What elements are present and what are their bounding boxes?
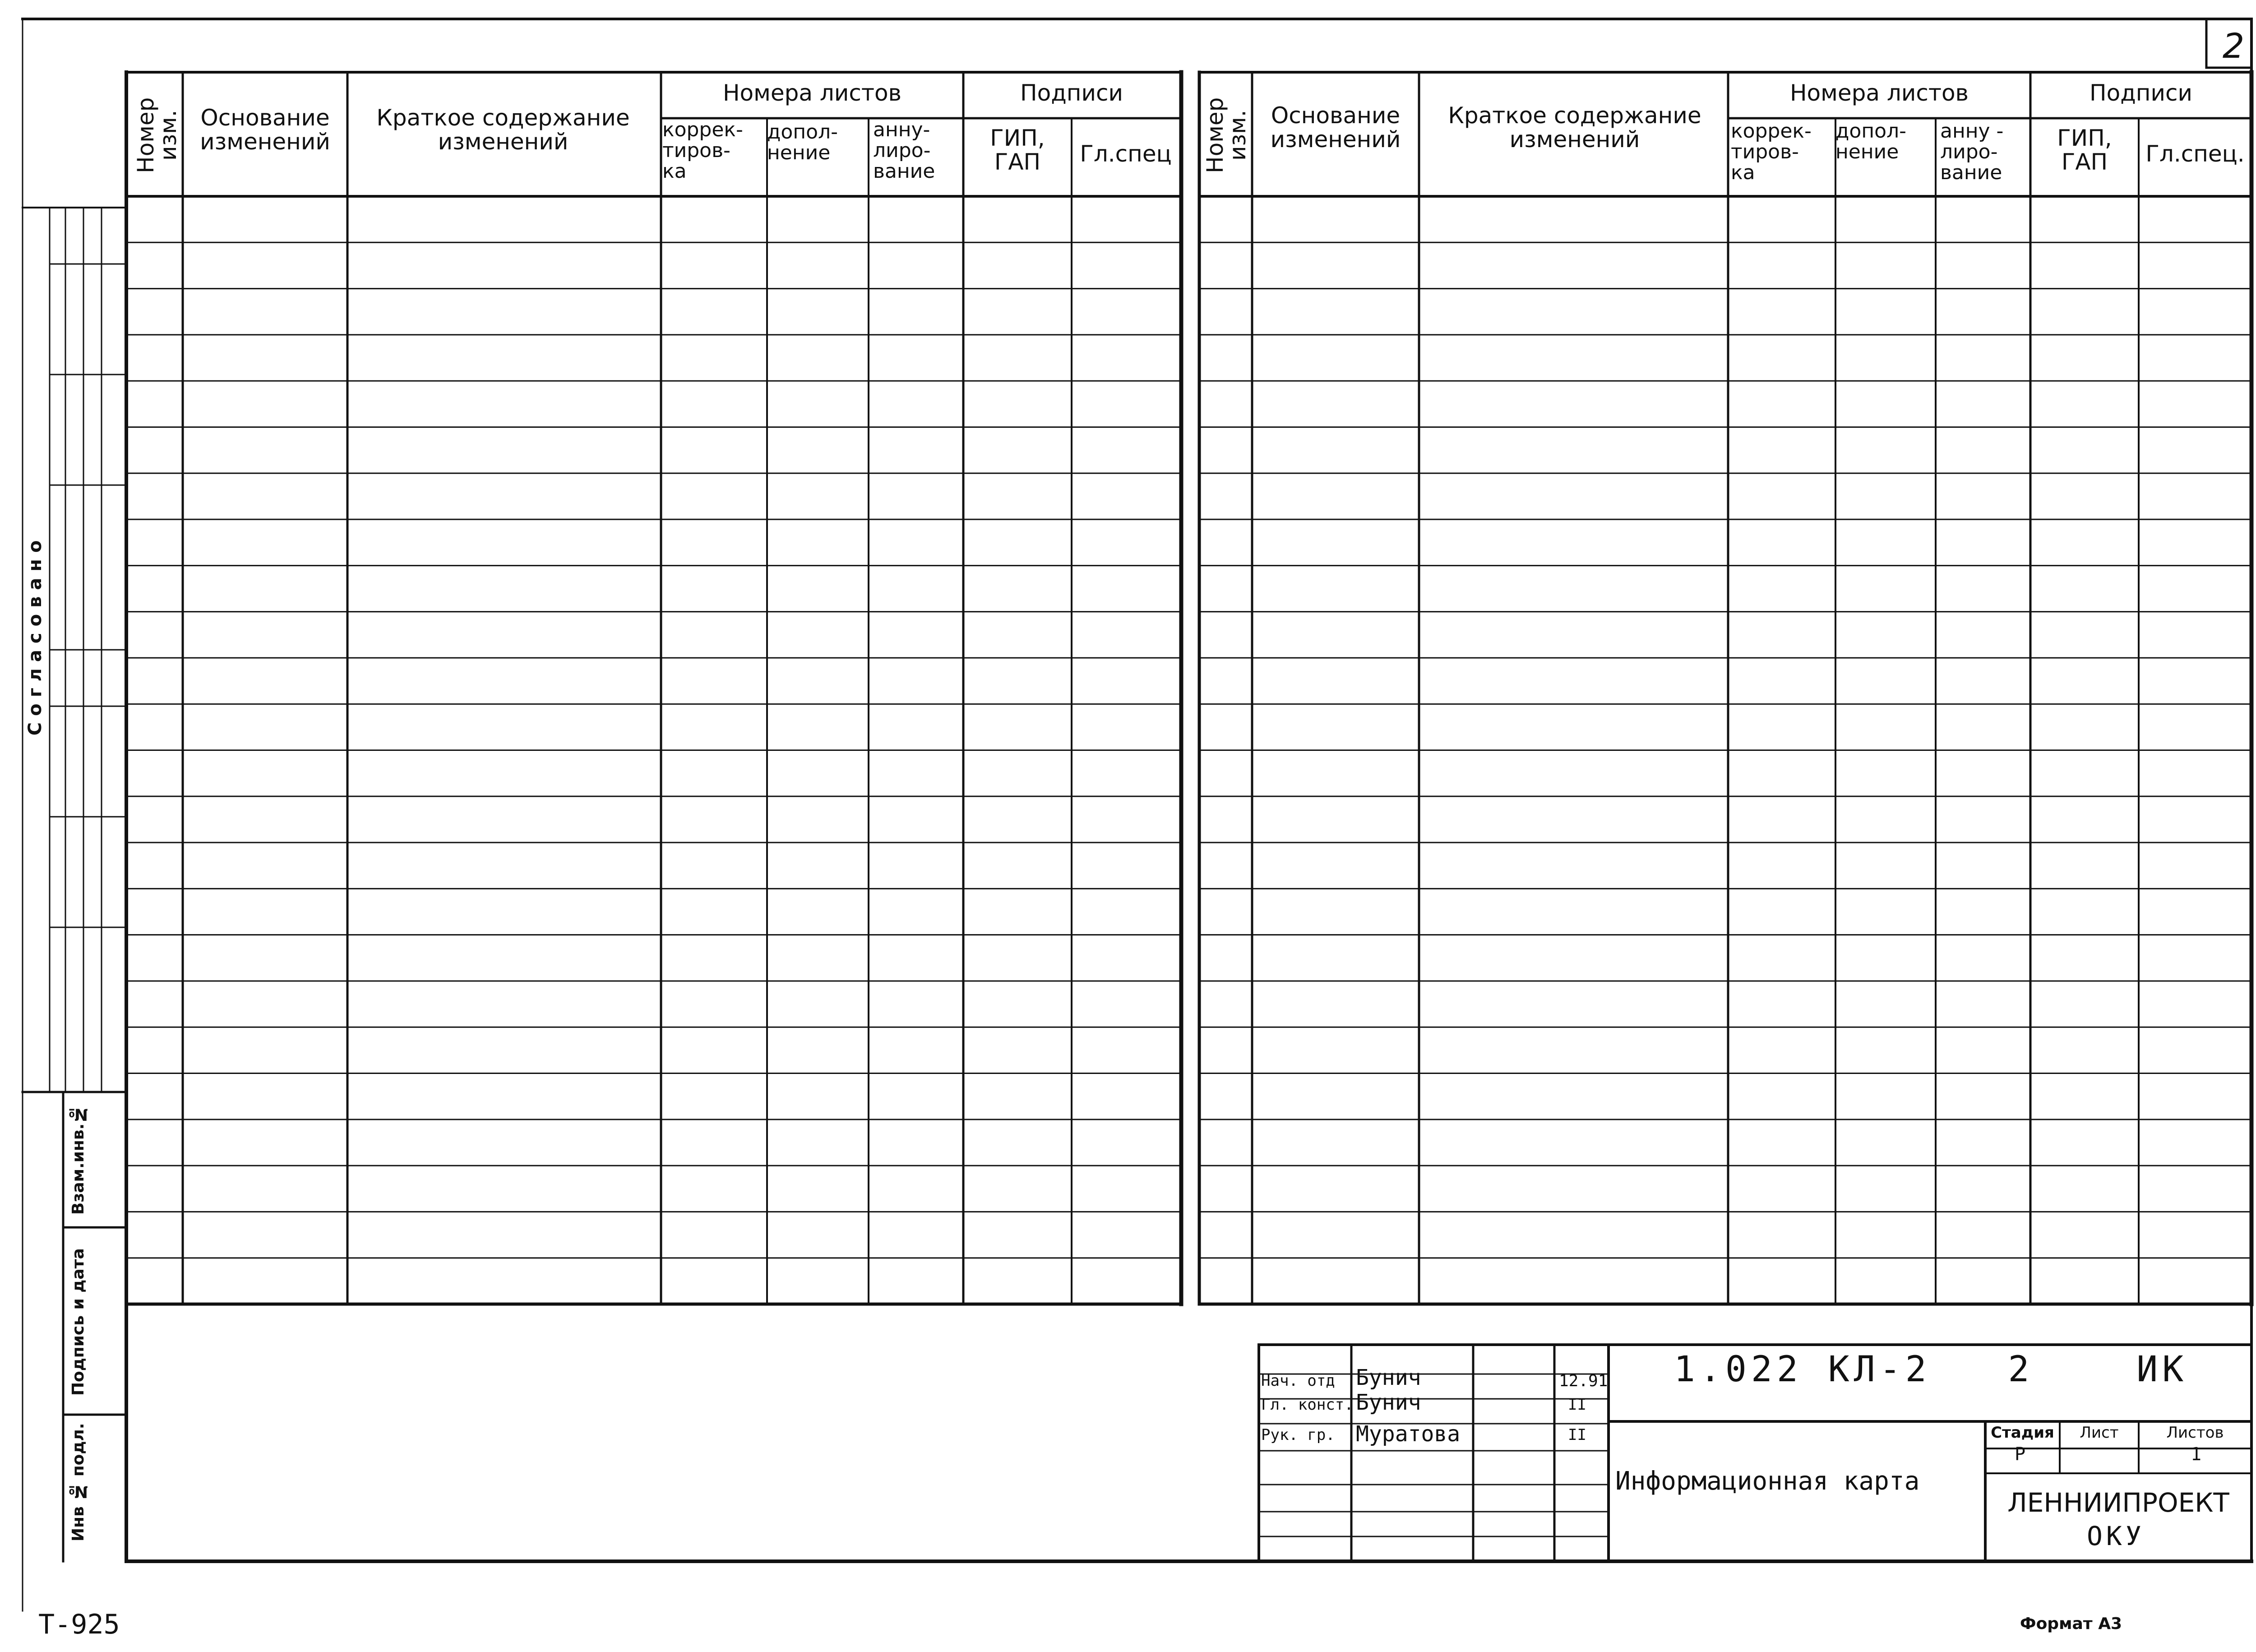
col-summary-header: Краткое содержание изменений <box>1448 102 1701 153</box>
person-3-name: Муратова <box>1356 1421 1461 1447</box>
document-code: 1.022 КЛ-2 2 ИК <box>1674 1349 2188 1390</box>
person-1-role: Нач. отд <box>1261 1372 1335 1390</box>
stage-value: Р <box>2015 1444 2026 1465</box>
approval-label: Согласовано <box>25 534 46 736</box>
group-sheets-header: Номера листов <box>1789 80 1969 106</box>
person-1-name: Бунич <box>1356 1365 1421 1390</box>
col-correction-header: коррек- тиров- ка <box>662 118 743 183</box>
person-3-date: II <box>1568 1426 1586 1444</box>
person-1-date: 12.91 <box>1559 1372 1608 1390</box>
sheet-number: 2 <box>2222 26 2245 66</box>
stage-label: Стадия <box>1991 1424 2054 1442</box>
col-basis-header: Основание изменений <box>1270 102 1401 153</box>
col-annulment-header: анну- лиро- вание <box>873 118 935 183</box>
col-gip-header: ГИП, ГАП <box>990 125 1045 175</box>
drawing-code: T-925 <box>38 1609 120 1640</box>
person-3-role: Рук. гр. <box>1261 1426 1335 1444</box>
group-sheets-header: Номера листов <box>722 80 902 106</box>
document-title: Информационная карта <box>1615 1467 1920 1496</box>
sheets-value: 1 <box>2191 1444 2202 1465</box>
person-2-date: II <box>1568 1396 1586 1414</box>
sheet-label: Лист <box>2080 1424 2119 1442</box>
col-addition-header: допол- нение <box>1835 120 1907 164</box>
col-summary-header: Краткое содержание изменений <box>376 105 630 155</box>
col-gip-header: ГИП, ГАП <box>2057 125 2112 175</box>
sheets-label: Листов <box>2166 1424 2224 1442</box>
person-2-role: Гл. конст. <box>1261 1396 1354 1414</box>
col-basis-header: Основание изменений <box>200 105 330 155</box>
col-correction-header: коррек- тиров- ка <box>1731 120 1812 185</box>
organization-name: ЛЕННИИПРОЕКТ <box>2007 1487 2229 1518</box>
format-label: Формат А3 <box>2020 1615 2122 1633</box>
field-inv-no-label: Инв № подл. <box>69 1423 88 1542</box>
field-ref-no-label: Взам.инв.№ <box>69 1105 88 1215</box>
col-number-header: Номер изм. <box>1202 97 1251 174</box>
organization-unit: ОКУ <box>2087 1521 2145 1551</box>
col-chief-header: Гл.спец. <box>2145 141 2245 167</box>
group-signatures-header: Подписи <box>2090 80 2192 106</box>
field-sign-date-label: Подпись и дата <box>69 1248 88 1396</box>
group-signatures-header: Подписи <box>1020 80 1123 106</box>
col-annulment-header: анну - лиро- вание <box>1940 120 2004 185</box>
col-addition-header: допол- нение <box>767 120 838 165</box>
person-2-name: Бунич <box>1356 1390 1421 1415</box>
col-number-header: Номер изм. <box>133 97 181 174</box>
col-chief-header: Гл.спец <box>1080 141 1172 167</box>
